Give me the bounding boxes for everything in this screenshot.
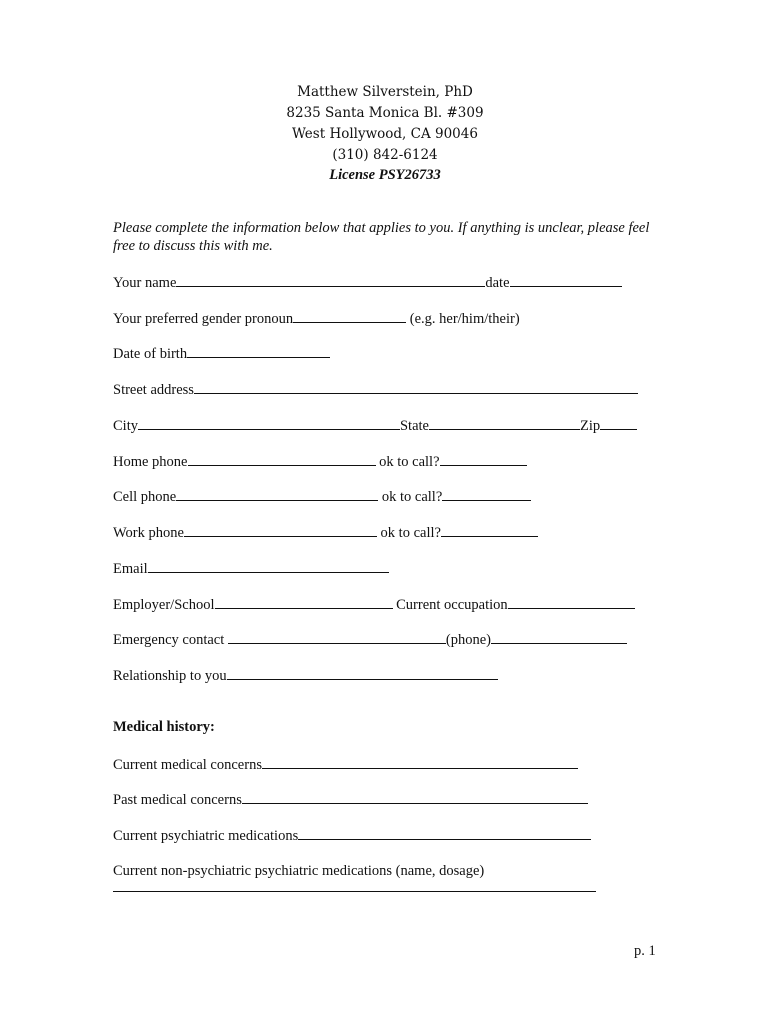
dob-label: Date of birth [113, 346, 188, 362]
state-label: State [399, 418, 429, 434]
home-ok-field[interactable] [440, 452, 527, 466]
current-concerns-field[interactable] [262, 755, 578, 769]
city-label: City [113, 418, 138, 434]
past-concerns-row [113, 790, 588, 809]
zip-field[interactable] [600, 416, 637, 430]
past-concerns-field[interactable] [242, 790, 588, 804]
psych-meds-field[interactable] [298, 826, 591, 840]
address-line-1: 8235 Santa Monica Bl. #309 [286, 105, 484, 121]
employer-field[interactable] [215, 595, 393, 609]
current-concerns-row [113, 755, 578, 774]
email-label: Email [113, 561, 148, 577]
employer-label: Employer/School [113, 597, 215, 613]
name-label: Your name [113, 275, 177, 291]
emergency-label: Emergency contact [113, 632, 228, 648]
cell-phone-field[interactable] [176, 487, 378, 501]
work-ok-field[interactable] [441, 523, 538, 537]
emergency-phone-field[interactable] [491, 630, 627, 644]
occupation-field[interactable] [508, 595, 635, 609]
date-label: date [485, 275, 510, 291]
work-phone-row [113, 523, 538, 542]
street-label: Street address [113, 382, 194, 398]
non-psych-meds-label: Current non-psychiatric psychiatric medications (name, dosage) [113, 863, 485, 879]
emergency-row [113, 630, 627, 649]
cell-ok-field[interactable] [442, 487, 531, 501]
email-field[interactable] [148, 559, 389, 573]
city-row [113, 416, 637, 435]
email-row [113, 559, 389, 578]
home-phone-field[interactable] [188, 452, 376, 466]
pronoun-field[interactable] [293, 309, 406, 323]
relationship-field[interactable] [227, 666, 498, 680]
dob-field[interactable] [187, 344, 330, 358]
date-field[interactable] [510, 273, 622, 287]
license-number: License PSY26733 [329, 167, 441, 183]
medical-history-heading: Medical history: [113, 719, 215, 735]
state-field[interactable] [429, 416, 580, 430]
zip-label: Zip [579, 418, 601, 434]
employer-row [113, 595, 635, 614]
address-line-2: West Hollywood, CA 90046 [292, 126, 478, 142]
home-phone-label: Home phone [113, 454, 188, 470]
name-row [113, 273, 622, 292]
work-phone-label: Work phone [113, 525, 184, 541]
city-field[interactable] [138, 416, 400, 430]
cell-ok-label: ok to call? [378, 489, 443, 505]
street-row [113, 380, 638, 399]
work-ok-label: ok to call? [376, 525, 441, 541]
pronoun-label: Your preferred gender pronoun [113, 311, 294, 327]
pronoun-row [113, 309, 520, 328]
past-concerns-label: Past medical concerns [113, 792, 242, 808]
non-psych-meds-row [113, 862, 484, 880]
occupation-label: Current occupation [392, 597, 508, 613]
intro-text: Please complete the information below that applies to you. If anything is unclear, please feel free to discuss this with me. [113, 220, 650, 254]
dob-row [113, 344, 330, 363]
page-number: p. 1 [634, 943, 656, 959]
current-concerns-label: Current medical concerns [113, 757, 262, 773]
cell-phone-row [113, 487, 531, 506]
street-field[interactable] [194, 380, 638, 394]
name-field[interactable] [176, 273, 485, 287]
relationship-label: Relationship to you [113, 668, 227, 684]
letterhead [0, 82, 770, 184]
psych-meds-row [113, 826, 591, 845]
provider-name: Matthew Silverstein, PhD [297, 84, 473, 100]
pronoun-hint: (e.g. her/him/their) [406, 311, 520, 327]
non-psych-meds-field[interactable] [113, 891, 596, 892]
emergency-field[interactable] [228, 630, 446, 644]
home-phone-row [113, 452, 527, 471]
emergency-phone-label: (phone) [445, 632, 491, 648]
work-phone-field[interactable] [184, 523, 377, 537]
psych-meds-label: Current psychiatric medications [113, 828, 299, 844]
cell-phone-label: Cell phone [113, 489, 177, 505]
home-ok-label: ok to call? [375, 454, 440, 470]
relationship-row [113, 666, 498, 685]
provider-phone: (310) 842-6124 [332, 147, 438, 163]
